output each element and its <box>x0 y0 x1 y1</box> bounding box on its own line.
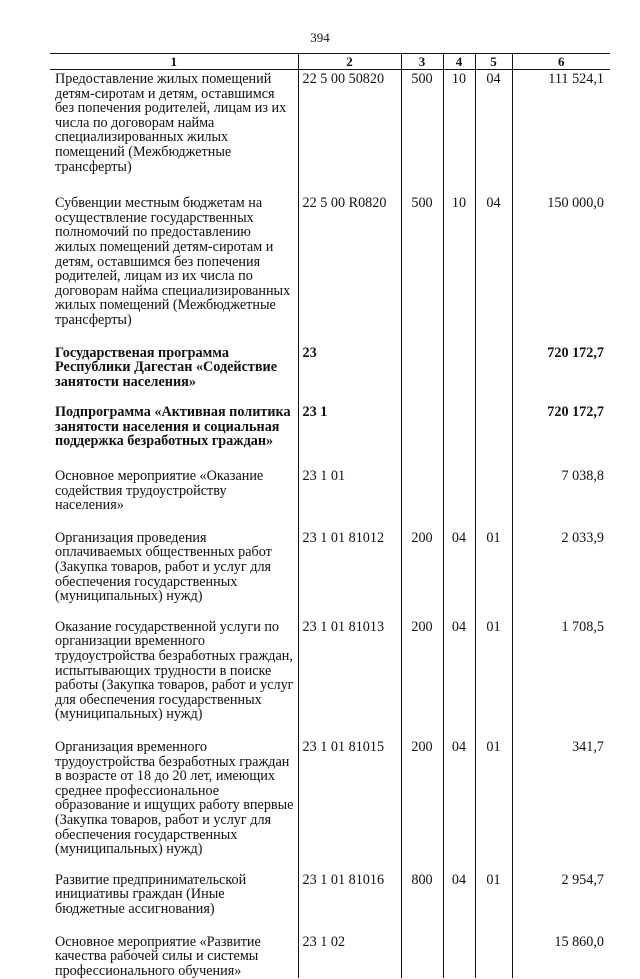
row-amount-cell: 7 038,8 <box>512 467 610 529</box>
row-rz-cell <box>443 467 475 529</box>
budget-table <box>50 53 610 978</box>
column-header: 6 <box>512 54 610 70</box>
row-amount-cell: 720 172,7 <box>512 344 610 404</box>
column-header: 4 <box>443 54 475 70</box>
table-row <box>50 70 610 195</box>
table-row <box>50 194 610 343</box>
row-amount-cell: 720 172,7 <box>512 403 610 467</box>
row-pr-cell: 01 <box>475 618 512 738</box>
row-rz-cell: 04 <box>443 871 475 933</box>
row-csr-cell: 23 1 01 81013 <box>298 618 401 738</box>
row-csr-cell: 22 5 00 50820 <box>298 70 401 195</box>
table-row <box>50 618 610 738</box>
row-name-cell: Подпрограмма «Активная политика занятости населения и социальная поддержка безработных граждан» <box>55 404 291 450</box>
table-row <box>50 738 610 871</box>
row-pr-cell: 01 <box>475 871 512 933</box>
row-name-cell: Субвенции местным бюджетам на осуществление государственных полномочий по предоставлению жилых помещений детям-сиротам и детям, оставшимся без попечения родителей, лицам из их числа по договорам найма специализированных жилых помещений (Межбюджетные трансферты) <box>55 195 291 328</box>
row-name-cell: Основное мероприятие «Оказание содействия трудоустройству населения» <box>55 468 264 514</box>
row-name-cell: Основное мероприятие «Развитие качества рабочей силы и системы профессионального обучения» <box>55 933 261 979</box>
row-rz-cell: 10 <box>443 194 475 343</box>
table-row <box>50 344 610 404</box>
row-rz-cell: 04 <box>443 618 475 738</box>
row-pr-cell: 01 <box>475 529 512 618</box>
row-csr-cell: 23 1 01 <box>298 467 401 529</box>
row-name-cell: Предоставление жилых помещений детям-сиротам и детям, оставшимся без попечения родителей, лицам из их числа по договорам найма специализированных жилых помещений (Межбюджетные трансферты) <box>55 71 287 175</box>
row-csr-cell: 23 <box>298 344 401 404</box>
row-amount-cell: 15 860,0 <box>512 933 610 979</box>
row-rz-cell <box>443 933 475 979</box>
row-vr-cell: 800 <box>401 871 443 933</box>
row-pr-cell: 04 <box>475 194 512 343</box>
row-rz-cell: 04 <box>443 529 475 618</box>
row-name-cell: Оказание государственной услуги по организации временного трудоустройства безработных граждан, испытывающих трудности в поиске работы (Закупка товаров, работ и услуг для обеспечения государственных (муниципальных) нужд) <box>55 618 294 723</box>
row-pr-cell <box>475 344 512 404</box>
table-row <box>50 403 610 467</box>
row-csr-cell: 23 1 01 81015 <box>298 738 401 871</box>
page-number: 394 <box>310 30 330 45</box>
row-csr-cell: 23 1 01 81016 <box>298 871 401 933</box>
row-vr-cell: 200 <box>401 618 443 738</box>
row-csr-cell: 23 1 <box>298 403 401 467</box>
column-header: 2 <box>298 54 401 70</box>
row-rz-cell <box>443 344 475 404</box>
row-vr-cell <box>401 933 443 979</box>
table-row <box>50 933 610 979</box>
row-rz-cell: 10 <box>443 70 475 195</box>
row-amount-cell: 341,7 <box>512 738 610 871</box>
column-header: 1 <box>50 54 298 70</box>
row-amount-cell: 150 000,0 <box>512 194 610 343</box>
table-body <box>50 70 610 979</box>
row-vr-cell: 500 <box>401 194 443 343</box>
row-vr-cell <box>401 467 443 529</box>
row-vr-cell: 200 <box>401 738 443 871</box>
row-pr-cell <box>475 403 512 467</box>
column-header: 3 <box>401 54 443 70</box>
row-pr-cell: 01 <box>475 738 512 871</box>
row-amount-cell: 111 524,1 <box>512 70 610 195</box>
header-row <box>50 54 610 70</box>
row-amount-cell: 2 954,7 <box>512 871 610 933</box>
column-header: 5 <box>475 54 512 70</box>
row-vr-cell: 500 <box>401 70 443 195</box>
row-pr-cell: 04 <box>475 70 512 195</box>
row-name-cell: Организация проведения оплачиваемых общественных работ (Закупка товаров, работ и услуг для обеспечения государственных (муниципальных) нужд) <box>55 529 272 605</box>
row-amount-cell: 2 033,9 <box>512 529 610 618</box>
row-rz-cell <box>443 403 475 467</box>
row-amount-cell: 1 708,5 <box>512 618 610 738</box>
row-csr-cell: 22 5 00 R0820 <box>298 194 401 343</box>
row-name-cell: Развитие предпринимательской инициативы граждан (Иные бюджетные ассигнования) <box>55 871 247 917</box>
row-csr-cell: 23 1 01 81012 <box>298 529 401 618</box>
row-pr-cell <box>475 467 512 529</box>
row-name-cell: Государственая программа Республики Дагестан «Содействие занятости населения» <box>55 344 278 390</box>
row-vr-cell <box>401 403 443 467</box>
row-rz-cell: 04 <box>443 738 475 871</box>
table-row <box>50 529 610 618</box>
row-vr-cell <box>401 344 443 404</box>
row-pr-cell <box>475 933 512 979</box>
table-row <box>50 467 610 529</box>
row-vr-cell: 200 <box>401 529 443 618</box>
row-name-cell: Организация временного трудоустройства безработных граждан в возрасте от 18 до 20 лет, имеющих среднее профессиональное образование и ищущих работу впервые (Закупка товаров, работ и услуг для обеспечения государственных (муниципальных) нужд) <box>55 738 294 858</box>
table-row <box>50 871 610 933</box>
row-csr-cell: 23 1 02 <box>298 933 401 979</box>
